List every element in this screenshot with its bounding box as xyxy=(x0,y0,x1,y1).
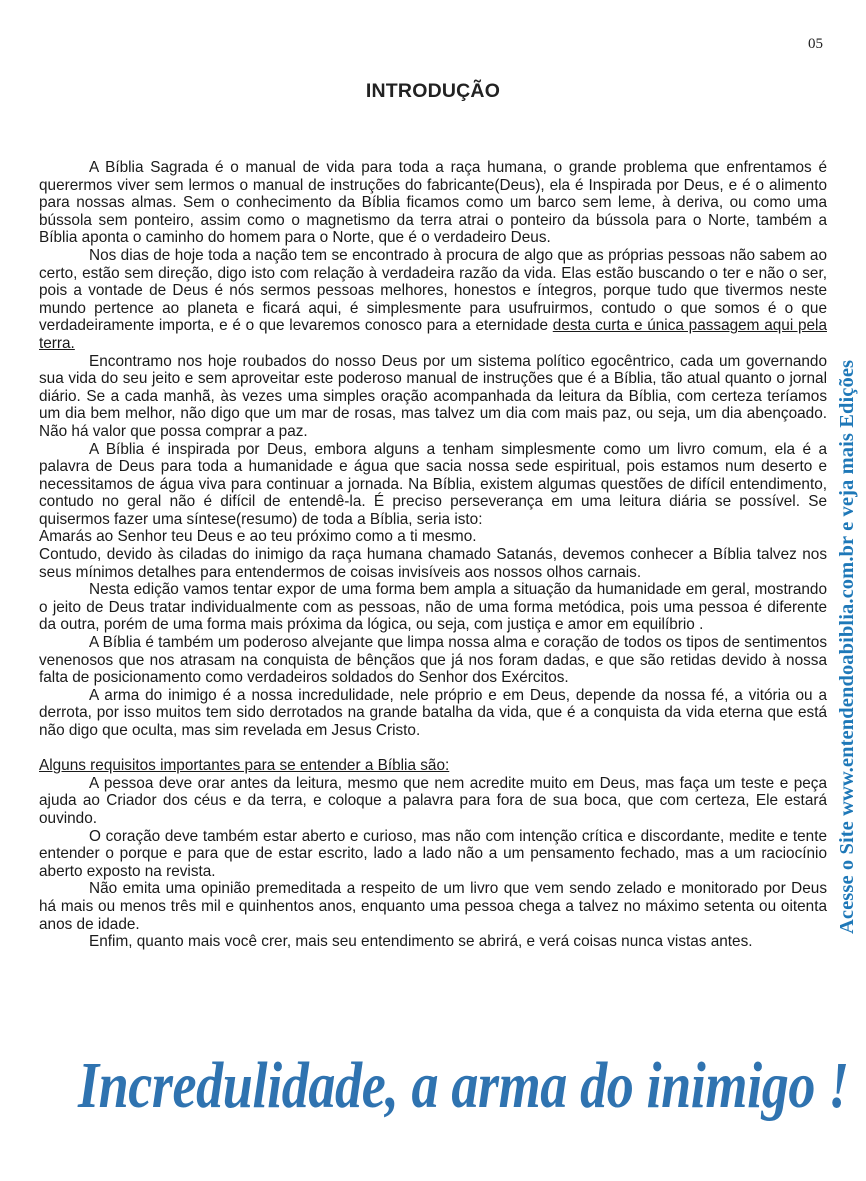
paragraph: Nesta edição vamos tentar expor de uma forma bem ampla a situação da humanidade em geral, mostrando o jeito de Deus tratar individualmente com as pessoas, não de uma forma metódica, pois uma pessoa é diferente da outra, porém de uma forma mais próxima da lógica, ou seja, com justiça e amor em equilíbrio . xyxy=(39,581,827,634)
requirement-item: A pessoa deve orar antes da leitura, mesmo que nem acredite muito em Deus, mas faça um teste e peça ajuda ao Criador dos céus e da terra, e coloque a palavra para fora de sua boca, que com certeza, Ele estará ouvindo. xyxy=(39,774,827,827)
paragraph: A Bíblia é inspirada por Deus, embora alguns a tenham simplesmente como um livro comum, ela é a palavra de Deus para toda a humanidade e água que sacia nossa sede espiritual, pois estamos num deserto e necessitamos de água viva para continuar a jornada. Na Bíblia, existem algumas questões de difícil entendimento, contudo no geral não é difícil de entendê-la. É preciso perseverança em uma leitura diária se possível. Se quisermos fazer uma síntese(resumo) de toda a Bíblia, seria isto: xyxy=(39,440,827,528)
headline-banner: Incredulidade, a arma do inimigo ! xyxy=(77,1049,849,1122)
body-text xyxy=(39,159,827,951)
spacer xyxy=(39,740,827,758)
requirement-item: O coração deve também estar aberto e curioso, mas não com intenção crítica e discordante, medite e tente entender o porque e para que de estar escrito, lado a lado não a um pensamento fechado, mas a um raciocínio aberto exposto na revista. xyxy=(39,827,827,880)
paragraph: Contudo, devido às ciladas do inimigo da raça humana chamado Satanás, devemos conhecer a Bíblia talvez nos seus mínimos detalhes para entendermos de coisas invisíveis aos nossos olhos carnais. xyxy=(39,546,827,581)
paragraph: A Bíblia Sagrada é o manual de vida para toda a raça humana, o grande problema que enfrentamos é querermos viver sem lermos o manual de instruções do fabricante(Deus), ela é Inspirada por Deus, e é o alimento para nossas almas. Sem o conhecimento da Bíblia ficamos como um barco sem leme, à deriva, ou como uma bússola sem ponteiro, assim como o magnetismo da terra atrai o ponteiro da bússola para o Norte, também a Bíblia aponta o caminho do homem para o Norte, que é o verdadeiro Deus. xyxy=(39,159,827,247)
paragraph xyxy=(39,247,827,353)
side-banner-text: Acesse o Site www.entendendoabiblia.com.br e veja mais Edições xyxy=(836,359,858,934)
requirement-item: Não emita uma opinião premeditada a respeito de um livro que vem sendo zelado e monitorado por Deus há mais ou menos três mil e quinhentos anos, enquanto uma pessoa chega a talvez no máximo setenta ou oitenta anos de idade. xyxy=(39,880,827,933)
paragraph: Amarás ao Senhor teu Deus e ao teu próximo como a ti mesmo. xyxy=(39,528,477,546)
page-number: 05 xyxy=(808,36,823,52)
paragraph: A arma do inimigo é a nossa incredulidade, nele próprio e em Deus, depende da nossa fé, a vitória ou a derrota, por isso muitos tem sido derrotados na grande batalha da vida, que é a conquista da vida eterna que está não digo que oculta, mas sim revelada em Jesus Cristo. xyxy=(39,686,827,739)
underlined-text: desta curta e única passagem aqui pela terra. xyxy=(39,317,827,352)
paragraph: Encontramo nos hoje roubados do nosso Deus por um sistema político egocêntrico, cada um governando sua vida do seu jeito e sem aproveitar este poderoso manual de instruções que é a Bíblia, tão atual quanto o jornal diário. Se a cada manhã, às vezes uma simples oração acompanhada da leitura da Bíblia, com certeza teríamos um dia bem melhor, não digo que um mar de rosas, mas talvez um dia com mais paz, ou seja, um dia abençoado. Não há valor que possa comprar a paz. xyxy=(39,352,827,440)
requirement-item: Enfim, quanto mais você crer, mais seu entendimento se abrirá, e verá coisas nunca vistas antes. xyxy=(89,933,753,951)
requirements-heading: Alguns requisitos importantes para se entender a Bíblia são: xyxy=(39,757,450,775)
paragraph: A Bíblia é também um poderoso alvejante que limpa nossa alma e coração de todos os tipos de sentimentos venenosos que nos atrasam na conquista de bênçãos que já nos foram dadas, e que são retidas devido à nossa falta de posicionamento como verdadeiros soldados do Senhor dos Exércitos. xyxy=(39,634,827,687)
page-title: INTRODUÇÃO xyxy=(365,80,501,102)
paragraph-text: Nos dias de hoje toda a nação tem se encontrado à procura de algo que as próprias pessoas não sabem ao certo, estão sem direção, digo isto com relação à verdadeira razão da vida. Elas estão buscando o ter e não o ser, pois a vontade de Deus é nós sermos pessoas melhores, honestos e íntegros, porque tudo que tivermos neste mundo pertence ao planeta e ficará aqui, é simplesmente para usufruirmos, contudo o que somos é o que verdadeiramente importa, e é o que levaremos conosco para a eternidade xyxy=(39,246,827,335)
